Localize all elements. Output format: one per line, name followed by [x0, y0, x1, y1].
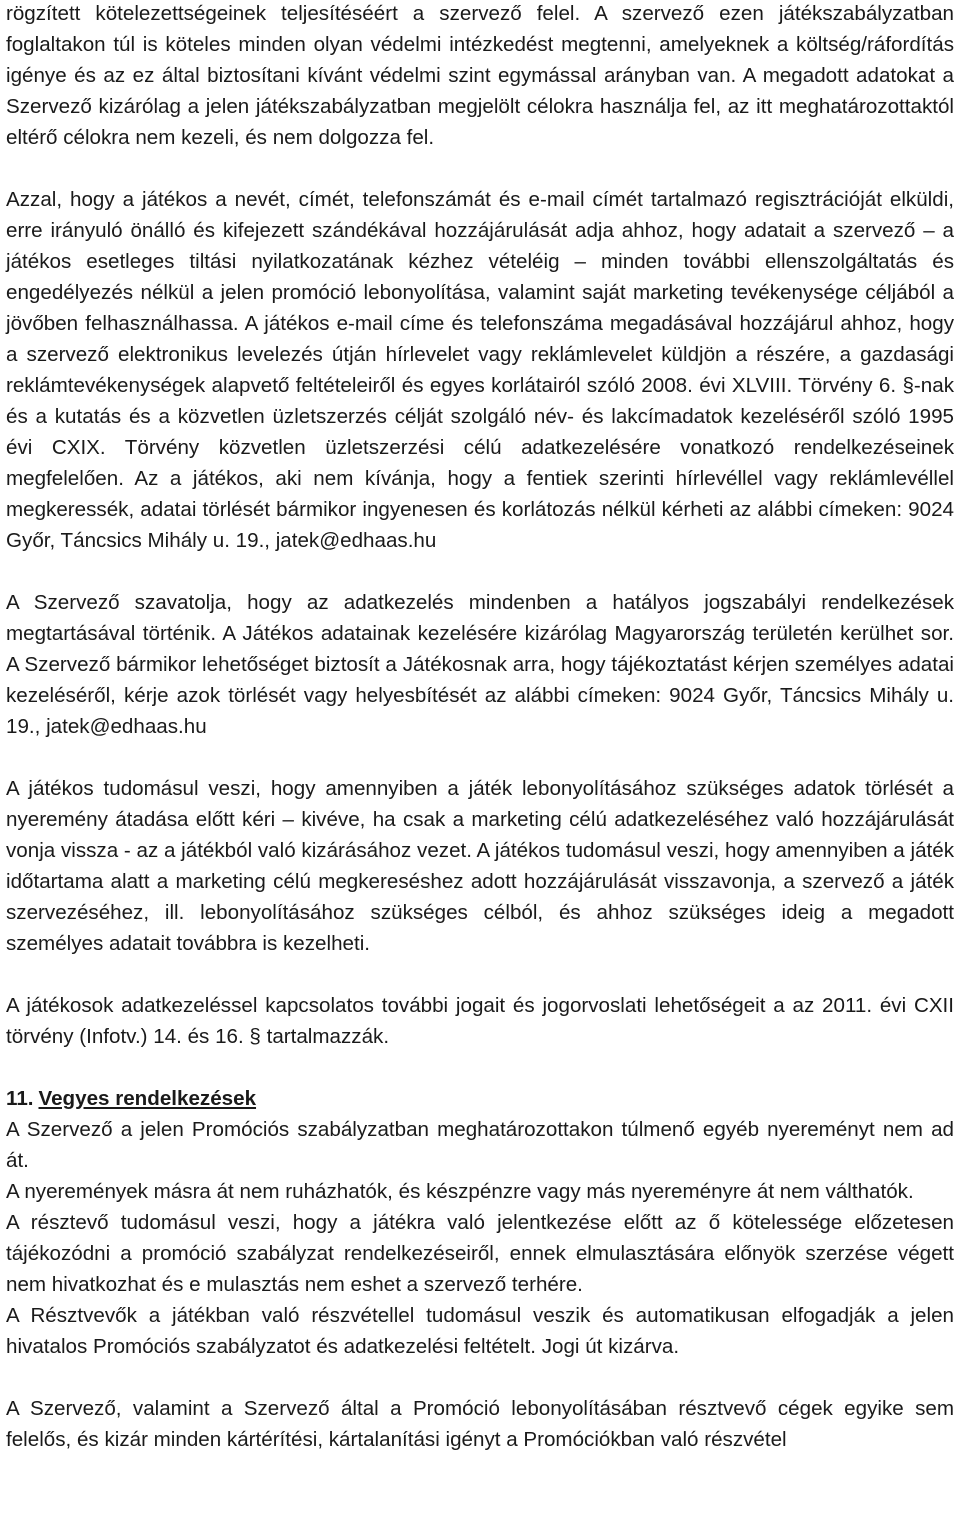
paragraph-lawful-processing: A Szervező szavatolja, hogy az adatkezelés mindenben a hatályos jogszabályi rendelkezések megtartásával történik. A Játékos adatainak kezelésére kizárólag Magyarország területén kerülhet sor. A Szervező bármikor lehetőséget biztosít a Játékosnak arra, hogy tájékoztatást kérjen személyes adatai kezeléséről, kérje azok törlését vagy helyesbítését az alábbi címeken: 9024 Győr, Táncsics Mihály u. 19., jatek@edhaas.hu — [6, 591, 954, 738]
paragraph-acceptance: A Résztvevők a játékban való részvétellel tudomásul veszik és automatikusan elfogadják a jelen hivatalos Promóciós szabályzatot és adatkezelési feltételt. Jogi út kizárva. — [6, 1304, 954, 1358]
section-number: 11. — [6, 1087, 34, 1110]
paragraph-rights-remedies: A játékosok adatkezeléssel kapcsolatos további jogait és jogorvoslati lehetőségeit a az 2011. évi CXII törvény (Infotv.) 14. és 16. § tartalmazzák. — [6, 994, 954, 1048]
document-page — [6, 0, 954, 1486]
paragraph-marketing-consent: Azzal, hogy a játékos a nevét, címét, telefonszámát és e-mail címét tartalmazó regisztrációját elküldi, erre irányuló önálló és kifejezett szándékával hozzájárulását adja ahhoz, hogy adatait a szervező – a játékos esetleges tiltási nyilatkozatának kézhez vételéig – minden további ellenszolgáltatás és engedélyezés nélkül a jelen promóció lebonyolítása, valamint saját marketing tevékenysége céljából a jövőben felhasználhassa. A játékos e-mail címe és telefonszáma megadásával hozzájárul ahhoz, hogy a szervező elektronikus levelezés útján hírlevelet vagy reklámlevelet küldjön a részére, a gazdasági reklámtevékenységek alapvető feltételeiről és egyes korlátairól szóló 2008. évi XLVIII. Törvény 6. §-nak és a kutatás és a közvetlen üzletszerzés célját szolgáló név- és lakcímadatok kezeléséről szóló 1995 évi CXIX. Törvény közvetlen üzletszerzési célú adatkezelésére vonatkozó rendelkezéseinek megfelelően. Az a játékos, aki nem kívánja, hogy a fentiek szerinti hírlevéllel vagy reklámlevéllel megkeressék, adatai törlését bármikor ingyenesen és korlátozás nélkül kérheti az alábbi címeken: 9024 Győr, Táncsics Mihály u. 19., jatek@edhaas.hu — [6, 188, 954, 552]
paragraph-no-other-prize: A Szervező a jelen Promóciós szabályzatban meghatározottakon túlmenő egyéb nyereményt nem ad át. — [6, 1118, 954, 1172]
section-title: Vegyes rendelkezések — [38, 1087, 257, 1110]
section-heading — [6, 1083, 954, 1114]
paragraph-non-transferable: A nyeremények másra át nem ruházhatók, és készpénzre vagy más nyereményre át nem válthatók. — [6, 1180, 914, 1203]
paragraph-participant-duty: A résztevő tudomásul veszi, hogy a játékra való jelentkezése előtt az ő kötelessége előzetesen tájékozódni a promóció szabályzat rendelkezéseiről, ennek elmulasztására előnyök szerzése végett nem hivatkozhat és e mulasztás nem eshet a szervező terhére. — [6, 1211, 954, 1296]
paragraph-data-deletion: A játékos tudomásul veszi, hogy amennyiben a játék lebonyolításához szükséges adatok törlését a nyeremény átadása előtt kéri – kivéve, ha csak a marketing célú adatkezeléséhez való hozzájárulását vonja vissza - az a játékból való kizárásához vezet. A játékos tudomásul veszi, hogy amennyiben a játék időtartama alatt a marketing célú megkereséshez adott hozzájárulását visszavonja, a szervező a játék szervezéséhez, ill. lebonyolításához szükséges célból, és ahhoz szükséges ideig a megadott személyes adatait továbbra is kezelheti. — [6, 777, 954, 955]
paragraph-liability: A Szervező, valamint a Szervező által a Promóció lebonyolításában résztvevő cégek egyike sem felelős, és kizár minden kártérítési, kártalanítási igényt a Promóciókban való részvétel — [6, 1397, 954, 1451]
paragraph-data-security: rögzített kötelezettségeinek teljesítéséért a szervező felel. A szervező ezen játékszabályzatban foglaltakon túl is köteles minden olyan védelmi intézkedést megtenni, amelyeknek a költség/ráfordítás igénye és az ez által biztosítani kívánt védelmi szint egymással arányban van. A megadott adatokat a Szervező kizárólag a jelen játékszabályzatban megjelölt célokra használja fel, az itt meghatározottaktól eltérő célokra nem kezeli, és nem dolgozza fel. — [6, 2, 954, 149]
